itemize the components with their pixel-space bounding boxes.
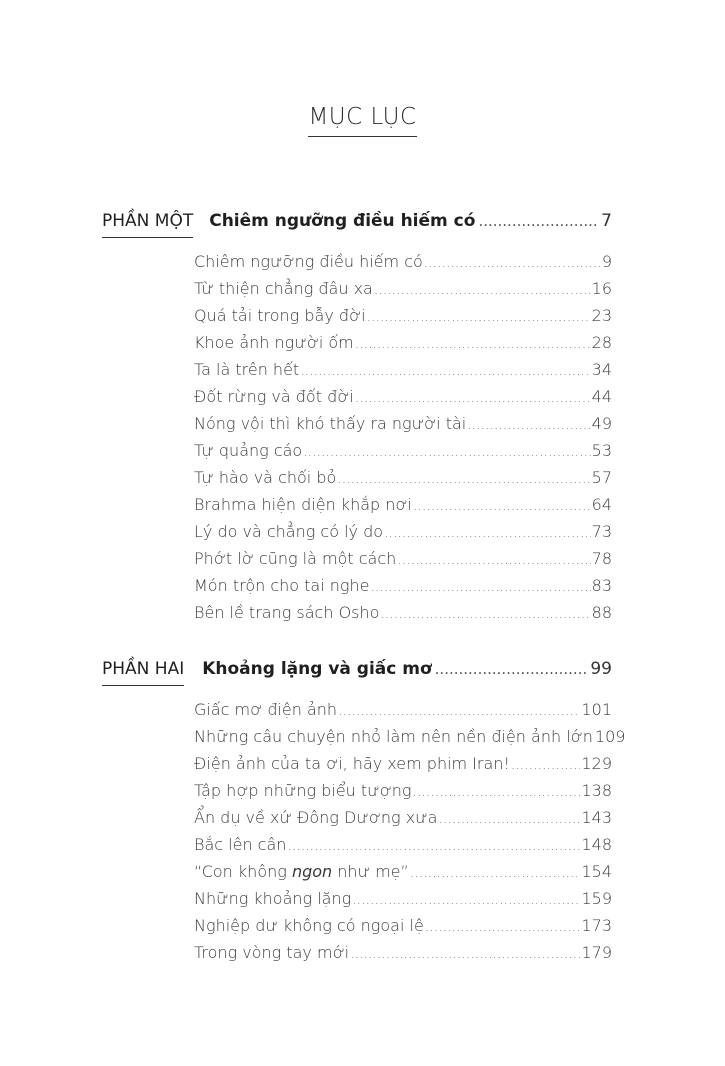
entry-title: Bên lề trang sách Osho <box>194 603 380 622</box>
toc-entry[interactable] <box>194 700 612 727</box>
part-title: Chiêm ngưỡng điều hiếm có <box>209 211 476 231</box>
toc-entry[interactable] <box>194 576 612 603</box>
toc-entry[interactable] <box>194 603 612 630</box>
entry-title: Món trộn cho tai nghe <box>194 576 370 595</box>
leader-dots <box>413 498 591 514</box>
entry-title: Phớt lờ cũng là một cách <box>194 549 397 568</box>
entry-page: 129 <box>581 754 612 773</box>
toc-entry[interactable] <box>194 943 612 970</box>
leader-dots <box>337 471 590 487</box>
part-page-number: 7 <box>601 211 612 231</box>
leader-dots <box>435 660 588 678</box>
entry-title: Nóng vội thì khó thấy ra người tài <box>194 414 467 433</box>
toc-entry[interactable] <box>194 252 612 279</box>
entry-page: 109 <box>594 727 626 746</box>
leader-dots <box>438 811 580 827</box>
toc-entry[interactable] <box>194 916 612 943</box>
entry-title: Tự hào và chối bỏ <box>194 468 337 487</box>
entry-title: Nghiệp dư không có ngoại lệ <box>194 916 424 935</box>
toc-entry[interactable] <box>194 522 612 549</box>
toc-entry[interactable] <box>194 549 612 576</box>
entry-page: 57 <box>591 468 612 487</box>
entry-title: Những khoảng lặng <box>194 889 352 908</box>
entry-page: 9 <box>601 252 612 271</box>
leader-dots <box>413 784 581 800</box>
toc-entry[interactable] <box>194 835 612 862</box>
toc-entry[interactable] <box>194 889 612 916</box>
entry-page: 53 <box>591 441 612 460</box>
entry-title: Điện ảnh của ta ơi, hãy xem phim Iran! <box>194 754 510 773</box>
entry-title-pre: “Con không <box>194 862 292 881</box>
part-two-entries <box>194 700 626 970</box>
leader-dots <box>350 946 580 962</box>
entry-title: Ta là trên hết <box>194 360 300 379</box>
entry-page: 28 <box>591 333 612 352</box>
entry-title: Từ thiện chẳng đâu xa <box>194 279 373 298</box>
entry-title: Ẩn dụ về xứ Đông Dương xưa <box>194 808 438 827</box>
entry-page: 44 <box>591 387 612 406</box>
leader-dots <box>338 703 580 719</box>
toc-entry[interactable] <box>194 727 626 754</box>
entry-title: Chiêm ngưỡng điều hiếm có <box>194 252 423 271</box>
toc-entry[interactable] <box>194 306 612 333</box>
part-page-number: 99 <box>590 659 612 679</box>
leader-dots <box>300 363 590 379</box>
leader-dots <box>370 579 590 595</box>
leader-dots <box>355 336 591 352</box>
leader-dots <box>303 444 590 460</box>
toc-entry[interactable] <box>194 781 612 808</box>
entry-title: Brahma hiện diện khắp nơi <box>194 495 412 514</box>
entry-page: 179 <box>581 943 612 962</box>
leader-dots <box>355 390 591 406</box>
leader-dots <box>380 606 590 622</box>
entry-title-post: như mẹ” <box>332 862 409 881</box>
entry-title: Bắc lên cân <box>194 835 287 854</box>
toc-entry[interactable] <box>194 360 612 387</box>
toc-entry[interactable] <box>194 754 612 781</box>
entry-page: 34 <box>591 360 612 379</box>
entry-title: Tự quảng cáo <box>194 441 303 460</box>
toc-title-wrap <box>0 104 725 137</box>
leader-dots <box>384 525 591 541</box>
leader-dots <box>367 309 591 325</box>
entry-page: 154 <box>581 862 612 881</box>
entry-title-emphasis: ngon <box>291 862 333 881</box>
entry-page: 73 <box>591 522 612 541</box>
entry-title: Quá tải trong bẫy đời <box>194 306 366 325</box>
leader-dots <box>478 212 598 230</box>
entry-page: 23 <box>591 306 612 325</box>
toc-entry[interactable] <box>194 468 612 495</box>
toc-entry[interactable] <box>194 441 612 468</box>
toc-entry[interactable] <box>194 495 612 522</box>
entry-page: 143 <box>581 808 612 827</box>
leader-dots <box>467 417 590 433</box>
entry-page: 78 <box>591 549 612 568</box>
entry-page: 49 <box>591 414 612 433</box>
entry-title <box>194 862 409 881</box>
toc-entry[interactable] <box>194 333 612 360</box>
toc-entry[interactable] <box>194 387 612 414</box>
part-title: Khoảng lặng và giấc mơ <box>202 659 432 679</box>
entry-page: 88 <box>591 603 612 622</box>
entry-title: Trong vòng tay mới <box>194 943 350 962</box>
leader-dots <box>425 919 581 935</box>
entry-page: 83 <box>591 576 612 595</box>
entry-title: Giấc mơ điện ảnh <box>194 700 338 719</box>
toc-entry[interactable] <box>194 279 612 306</box>
leader-dots <box>352 892 580 908</box>
leader-dots <box>374 282 591 298</box>
leader-dots <box>410 865 581 881</box>
part-label: PHẦN MỘT <box>102 211 193 238</box>
leader-dots <box>424 255 601 271</box>
entry-page: 101 <box>581 700 612 719</box>
toc-entry[interactable] <box>194 414 612 441</box>
entry-page: 16 <box>591 279 612 298</box>
part-one-heading[interactable] <box>102 211 612 239</box>
entry-page: 159 <box>581 889 612 908</box>
entry-title: Những câu chuyện nhỏ làm nên nền điện ảnh lớn <box>194 727 593 746</box>
entry-page: 148 <box>581 835 612 854</box>
entry-title: Đốt rừng và đốt đời <box>194 387 354 406</box>
toc-entry[interactable] <box>194 808 612 835</box>
leader-dots <box>511 757 581 773</box>
entry-title: Lý do và chẳng có lý do <box>194 522 384 541</box>
entry-title: Khoe ảnh người ốm <box>194 333 354 352</box>
leader-dots <box>397 552 590 568</box>
part-two-heading[interactable] <box>102 659 612 687</box>
part-label: PHẦN HAI <box>102 659 184 686</box>
entry-page: 64 <box>591 495 612 514</box>
page-title: MỤC LỤC <box>308 104 416 137</box>
leader-dots <box>287 838 580 854</box>
entry-page: 173 <box>581 916 612 935</box>
entry-title: Tập hợp những biểu tượng <box>194 781 412 800</box>
toc-entry[interactable] <box>194 862 612 889</box>
part-one-entries <box>194 252 612 630</box>
entry-page: 138 <box>581 781 612 800</box>
